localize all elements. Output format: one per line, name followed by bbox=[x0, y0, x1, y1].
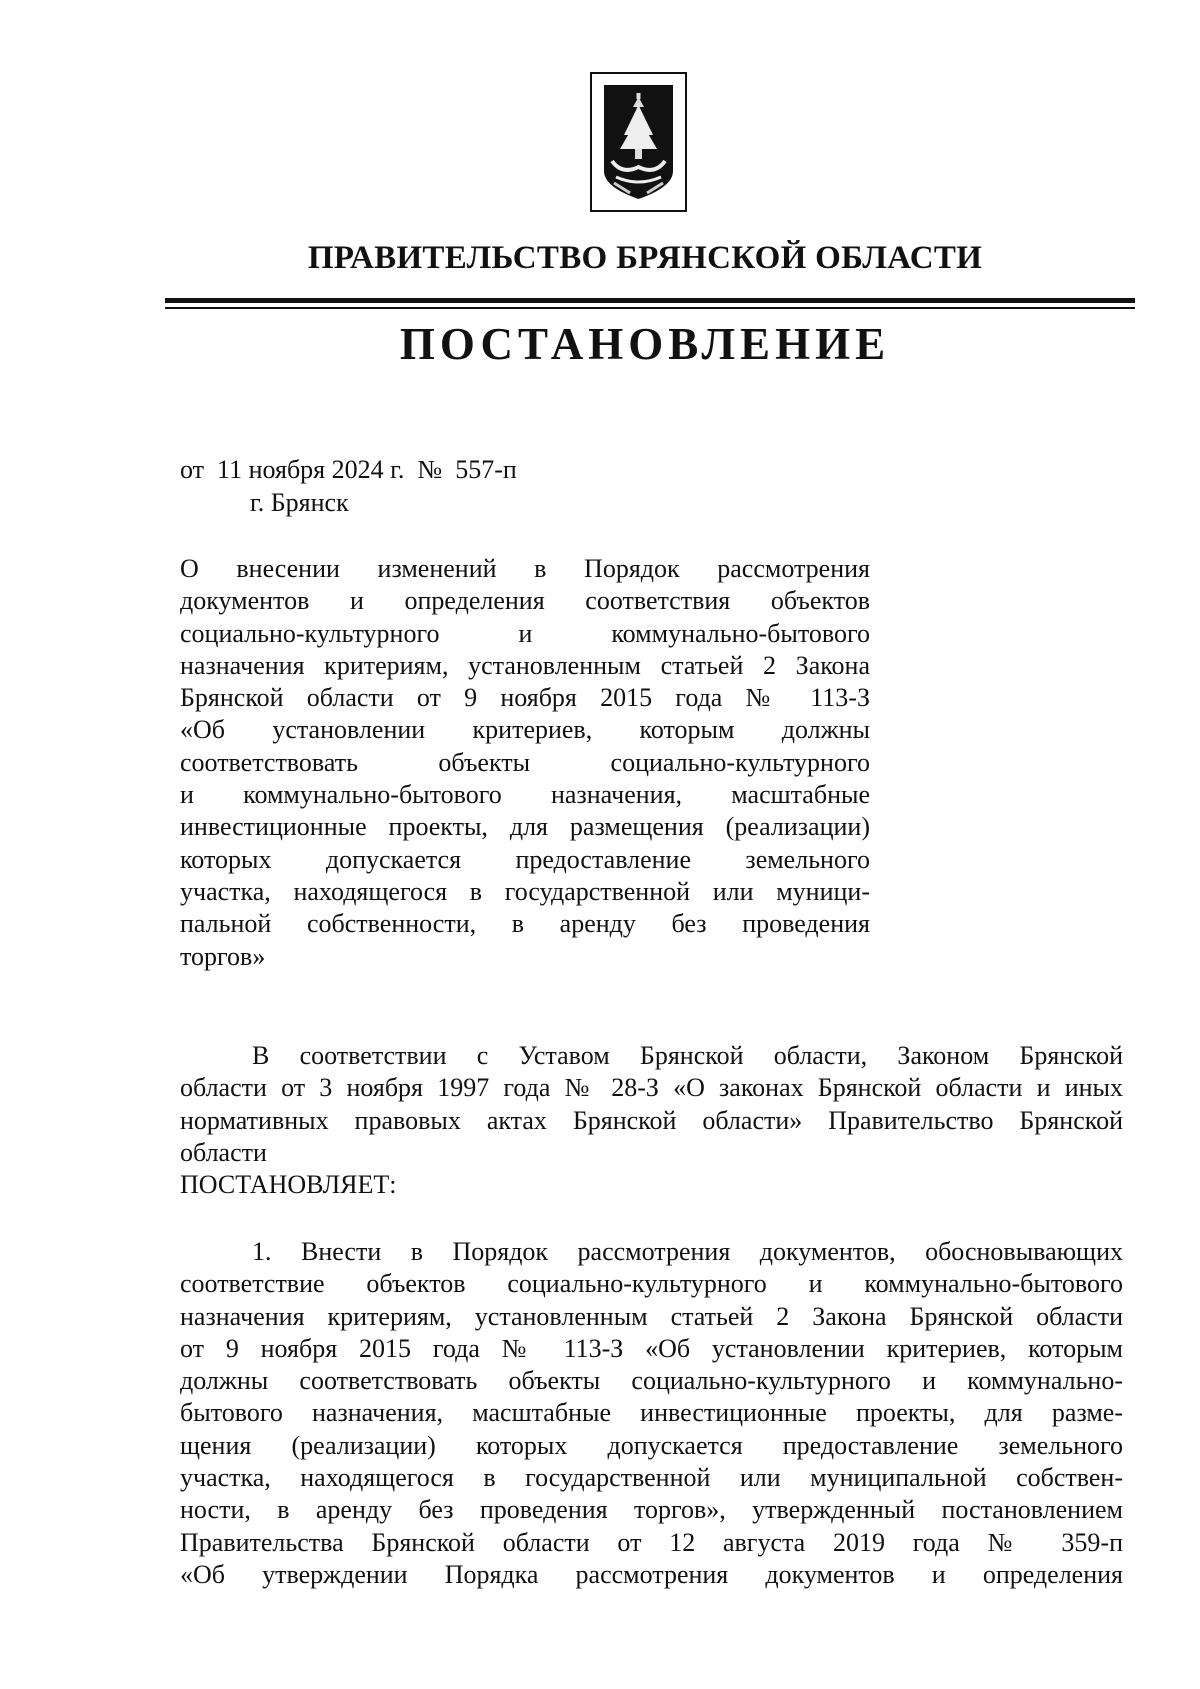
date-line bbox=[180, 455, 517, 485]
preamble-paragraph bbox=[180, 1040, 1123, 1169]
date-prefix: от bbox=[180, 455, 205, 484]
title-line: соответствовать объекты социально-культурного bbox=[180, 747, 870, 777]
item-1-line: назначения критериям, установленным статьей 2 Закона Брянской области bbox=[180, 1301, 1123, 1331]
item-1-line: 1. Внести в Порядок рассмотрения документов, обосновывающих bbox=[252, 1237, 1123, 1266]
coat-of-arms-emblem bbox=[590, 72, 687, 212]
title-line: и коммунально-бытового назначения, масштабные bbox=[180, 780, 870, 810]
title-line: которых допускается предоставление земельного bbox=[180, 844, 870, 874]
item-1-line: должны соответствовать объекты социально-культурного и коммунально- bbox=[180, 1366, 1123, 1396]
item-1-line: щения (реализации) которых допускается предоставление земельного bbox=[180, 1430, 1123, 1460]
coat-of-arms-icon bbox=[602, 83, 675, 201]
preamble-line: нормативных правовых актах Брянской области» Правительство Брянской bbox=[180, 1105, 1123, 1135]
item-1-line: соответствие объектов социально-культурного и коммунально-бытового bbox=[180, 1269, 1123, 1299]
title-line: участка, находящегося в государственной или муници- bbox=[180, 876, 870, 906]
title-line: «Об установлении критериев, которым должны bbox=[180, 715, 870, 745]
document-number: 557-п bbox=[455, 455, 517, 484]
header-rule-thin bbox=[165, 307, 1135, 309]
organization-heading: ПРАВИТЕЛЬСТВО БРЯНСКОЙ ОБЛАСТИ bbox=[307, 240, 983, 276]
item-1-line: бытового назначения, масштабные инвестиционные проекты, для разме- bbox=[180, 1398, 1123, 1428]
item-1-line: ности, в аренду без проведения торгов», утвержденный постановлением bbox=[180, 1495, 1123, 1525]
document-date: 11 ноября 2024 г. bbox=[217, 455, 405, 484]
header-rule-thick bbox=[165, 298, 1135, 303]
item-1-paragraph bbox=[180, 1236, 1123, 1591]
preamble-line: В соответствии с Уставом Брянской области, Законом Брянской bbox=[252, 1041, 1123, 1070]
title-line: инвестиционные проекты, для размещения (реализации) bbox=[180, 812, 870, 842]
document-type-heading: ПОСТАНОВЛЕНИЕ bbox=[399, 319, 891, 369]
title-line: назначения критериям, установленным статьей 2 Закона bbox=[180, 650, 870, 680]
title-line: пальной собственности, в аренду без проведения bbox=[180, 909, 870, 939]
preamble-line: области bbox=[180, 1137, 267, 1167]
item-1-line: Правительства Брянской области от 12 августа 2019 года № 359-п bbox=[180, 1527, 1123, 1557]
title-line: документов и определения соответствия объектов bbox=[180, 586, 870, 616]
item-1-line: участка, находящегося в государственной или муниципальной собствен- bbox=[180, 1463, 1123, 1493]
city: г. Брянск bbox=[250, 488, 349, 517]
number-sign: № bbox=[417, 455, 443, 484]
title-line: О внесении изменений в Порядок рассмотрения bbox=[180, 554, 870, 583]
title-line: социально-культурного и коммунально-бытового bbox=[180, 618, 870, 648]
preamble-line: области от 3 ноября 1997 года № 28-З «О законах Брянской области и иных bbox=[180, 1073, 1123, 1103]
title-line: Брянской области от 9 ноября 2015 года № 113-З bbox=[180, 683, 870, 713]
decree-word: ПОСТАНОВЛЯЕТ: bbox=[180, 1170, 397, 1199]
item-1-line: «Об утверждении Порядка рассмотрения документов и определения bbox=[180, 1559, 1123, 1589]
document-title bbox=[180, 553, 870, 973]
item-1-line: от 9 ноября 2015 года № 113-З «Об установлении критериев, которым bbox=[180, 1333, 1123, 1363]
title-line: торгов» bbox=[180, 941, 266, 971]
